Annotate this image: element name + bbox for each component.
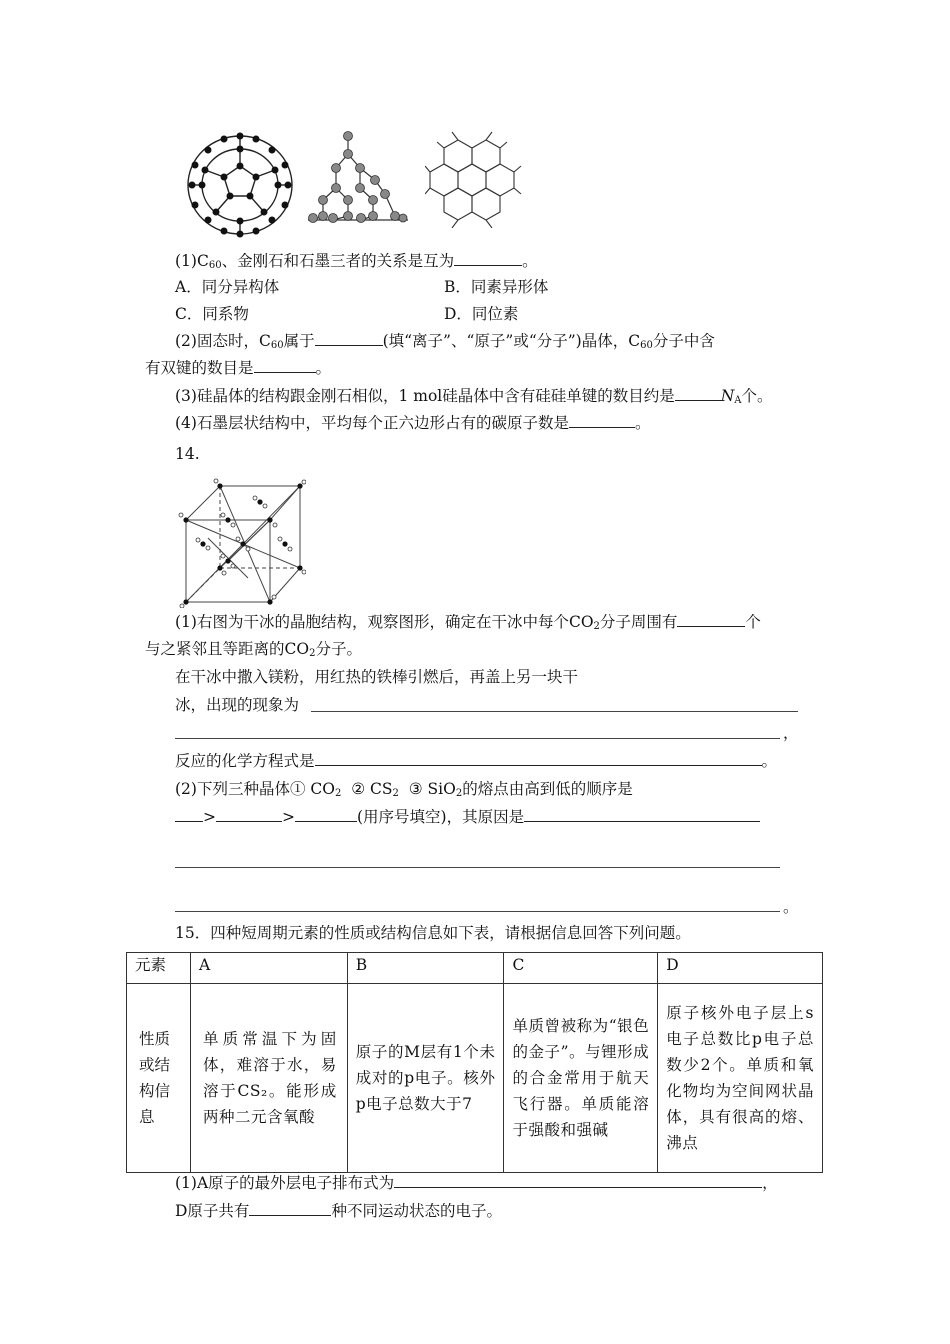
q14-final-period: 。 [783,898,799,916]
table-cell-a: 单质常温下为固体，难溶于水，易溶于CS₂。能形成两种二元含氧酸 [190,984,347,1173]
q14-reason-blank[interactable] [524,806,760,822]
q13-part1: $(1)C_{60}$、金刚石和石墨三者的关系是互为 。 [175,252,538,271]
q14-part2-order: > > (用序号填空)，其原因是 [175,806,760,828]
q13-part2-line2: 有双键的数目是 。 [145,359,332,377]
q14-phenomenon-answer-line-2[interactable] [175,738,780,739]
q15-part2-blank[interactable] [249,1200,331,1216]
table-header-cell: A [190,953,347,984]
diamond-structure-figure [303,128,413,230]
q14-part1: (1)右图为干冰的晶胞结构，观察图形，确定在干冰中每个$CO_2$分子周围有 个 [175,613,761,632]
q13-part2: (2)固态时，$C_{60}$属于 (填“离子”、“原子”或“分子”)晶体，$C_{60}$分子中含 [175,332,715,351]
q14-reason-answer-line-3[interactable] [175,911,780,912]
q14-phenomenon-answer-line-1[interactable] [311,711,798,712]
table-header-cell: 元素 [127,953,191,984]
table-cell-d: 原子核外电子层上s电子总数比p电子总数少2个。单质和氧化物均为空间网状晶体，具有很高的熔、沸点 [658,984,823,1173]
q13-part2-blank-type[interactable] [315,330,383,346]
q15-intro: 15．四种短周期元素的性质或结构信息如下表，请根据信息回答下列问题。 [175,924,691,942]
q13-part2-blank-double-bonds[interactable] [254,357,316,373]
element-info-table [126,952,823,1173]
graphite-layer-figure [425,128,525,228]
c60-fullerene-figure [180,130,300,240]
q13-option-a[interactable]: A．同分异构体 [175,278,280,296]
table-header-cell: D [658,953,823,984]
table-row [127,984,823,1173]
q13-part3: (3)硅晶体的结构跟金刚石相似，1 mol硅晶体中含有硅硅单键的数目约是 $N_A$个。 [175,387,773,406]
q14-order-blank-3[interactable] [295,806,357,822]
q15-part1-blank[interactable] [394,1172,762,1188]
q13-option-c[interactable]: C．同系物 [175,305,249,323]
q14-part1-line4: 冰，出现的现象为 [175,696,300,714]
q13-part4-blank[interactable] [569,412,635,428]
table-header-cell: B [347,953,504,984]
q14-part2: (2)下列三种晶体① $CO_2$ ② $CS_2$ ③ SiO$_2$的熔点由高到低的顺序是 [175,780,633,799]
table-row-label: 性质或结构信息 [127,984,191,1173]
q13-part1-blank[interactable] [454,250,522,266]
q14-comma: ， [783,724,799,742]
q14-number: 14. [175,445,200,463]
q13-option-d[interactable]: D．同位素 [444,305,519,323]
q14-order-blank-2[interactable] [216,806,282,822]
q13-part4: (4)石墨层状结构中，平均每个正六边形占有的碳原子数是 。 [175,414,651,432]
q15-part2: D原子共有 种不同运动状态的电子。 [175,1202,502,1220]
table-cell-c: 单质曾被称为“银色的金子”。与锂形成的合金常用于航天飞行器。单质能溶于强酸和强碱 [504,984,658,1173]
q14-equation-label: 反应的化学方程式是 。 [175,752,778,770]
q14-reason-answer-line-2[interactable] [175,867,780,868]
table-header-cell: C [504,953,658,984]
q13-part3-blank[interactable] [675,385,721,401]
table-header-row [127,953,823,984]
q14-order-blank-1[interactable] [175,806,203,822]
q14-part1-line3: 在干冰中撒入镁粉，用红热的铁棒引燃后，再盖上另一块干 [175,668,579,686]
table-cell-b: 原子的M层有1个未成对的p电子。核外p电子总数大于7 [347,984,504,1173]
q14-part1-line2: 与之紧邻且等距离的$CO_2$分子。 [145,640,362,659]
dry-ice-unit-cell-figure [178,478,306,608]
q15-part1: (1)A原子的最外层电子排布式为 ， [175,1174,778,1192]
q14-equation-blank[interactable] [315,750,762,766]
q13-option-b[interactable]: B．同素异形体 [444,278,549,296]
q14-part1-blank-count[interactable] [677,611,745,627]
